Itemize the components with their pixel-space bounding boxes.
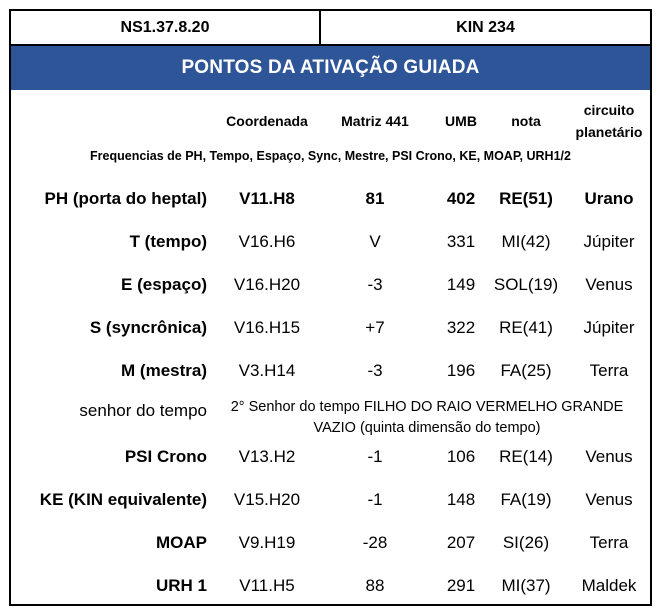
row-matriz: -28 — [362, 533, 388, 552]
senhor-label: senhor do tempo — [79, 401, 207, 420]
row-circuito: Maldek — [581, 576, 637, 595]
table-row — [11, 310, 650, 346]
row-coord: V16.H15 — [233, 318, 301, 337]
row-coord: V15.H20 — [233, 490, 301, 509]
kin-code: KIN 234 — [456, 18, 515, 36]
row-nota: MI(42) — [501, 232, 551, 251]
row-matriz: 81 — [365, 189, 385, 208]
row-label: E (espaço) — [121, 275, 207, 294]
row-matriz: -1 — [367, 490, 383, 509]
row-nota: FA(25) — [500, 361, 552, 380]
table-row — [11, 439, 650, 475]
activation-sheet — [9, 9, 652, 606]
table-row — [11, 353, 650, 389]
column-header-matriz: Matriz 441 — [341, 113, 409, 129]
row-label: KE (KIN equivalente) — [39, 490, 207, 509]
header-bar — [11, 11, 650, 46]
column-header-circuito — [564, 99, 654, 143]
row-coord: V9.H19 — [238, 533, 296, 552]
row-label: S (syncrônica) — [89, 318, 207, 337]
table-row — [11, 267, 650, 303]
row-circuito: Júpiter — [583, 232, 635, 251]
table-row — [11, 224, 650, 260]
row-umb: 207 — [446, 533, 476, 552]
row-nota: SOL(19) — [493, 275, 559, 294]
row-label: PH (porta do heptal) — [44, 189, 207, 208]
row-umb: 149 — [446, 275, 476, 294]
row-circuito: Venus — [585, 490, 633, 509]
row-umb: 196 — [446, 361, 476, 380]
row-umb: 106 — [446, 447, 476, 466]
row-nota: FA(19) — [500, 490, 552, 509]
row-label: MOAP — [156, 533, 207, 552]
column-header-circuito-line1: circuito — [583, 102, 635, 118]
row-umb: 291 — [446, 576, 476, 595]
page-title: PONTOS DA ATIVAÇÃO GUIADA — [11, 46, 650, 90]
senhor-text — [217, 397, 637, 439]
row-umb: 148 — [446, 490, 476, 509]
row-circuito: Venus — [585, 447, 633, 466]
row-coord: V3.H14 — [238, 361, 296, 380]
column-header-umb: UMB — [445, 113, 477, 129]
ns-code: NS1.37.8.20 — [11, 11, 321, 44]
row-matriz: +7 — [365, 318, 385, 337]
row-coord: V11.H8 — [239, 189, 295, 208]
row-label: PSI Crono — [124, 447, 207, 466]
row-nota: SI(26) — [502, 533, 550, 552]
table-row — [11, 568, 650, 604]
column-header-circuito-line2: planetário — [575, 124, 643, 140]
table-row — [11, 525, 650, 561]
row-label: T (tempo) — [129, 232, 207, 251]
row-matriz: -3 — [367, 361, 383, 380]
row-umb: 402 — [446, 189, 476, 208]
row-coord: V11.H5 — [239, 576, 295, 595]
row-nota: RE(41) — [499, 318, 553, 337]
row-label: M (mestra) — [121, 361, 207, 380]
column-header-coordenada: Coordenada — [226, 113, 308, 129]
frequencies-note: Frequencias de PH, Tempo, Espaço, Sync, Mestre, PSI Crono, KE, MOAP, URH1/2 — [90, 149, 571, 163]
row-circuito: Terra — [589, 361, 629, 380]
table-row — [11, 482, 650, 518]
row-coord: V16.H20 — [233, 275, 301, 294]
senhor-text-line2: VAZIO (quinta dimensão do tempo) — [313, 420, 541, 436]
row-matriz: -1 — [367, 447, 383, 466]
table-row — [11, 181, 650, 217]
row-nota: RE(14) — [499, 447, 553, 466]
row-label: URH 1 — [155, 576, 207, 595]
row-coord: V13.H2 — [238, 447, 296, 466]
senhor-text-line1: 2° Senhor do tempo FILHO DO RAIO VERMELHO GRANDE — [230, 399, 624, 415]
row-matriz: V — [369, 232, 381, 251]
row-matriz: -3 — [367, 275, 383, 294]
row-circuito: Júpiter — [583, 318, 635, 337]
row-nota: MI(37) — [501, 576, 551, 595]
row-matriz: 88 — [365, 576, 385, 595]
row-circuito: Urano — [584, 189, 634, 208]
row-circuito: Venus — [585, 275, 633, 294]
row-coord: V16.H6 — [238, 232, 296, 251]
row-nota: RE(51) — [499, 189, 553, 208]
row-umb: 322 — [446, 318, 476, 337]
row-circuito: Terra — [589, 533, 629, 552]
column-header-nota: nota — [511, 113, 541, 129]
row-umb: 331 — [446, 232, 476, 251]
